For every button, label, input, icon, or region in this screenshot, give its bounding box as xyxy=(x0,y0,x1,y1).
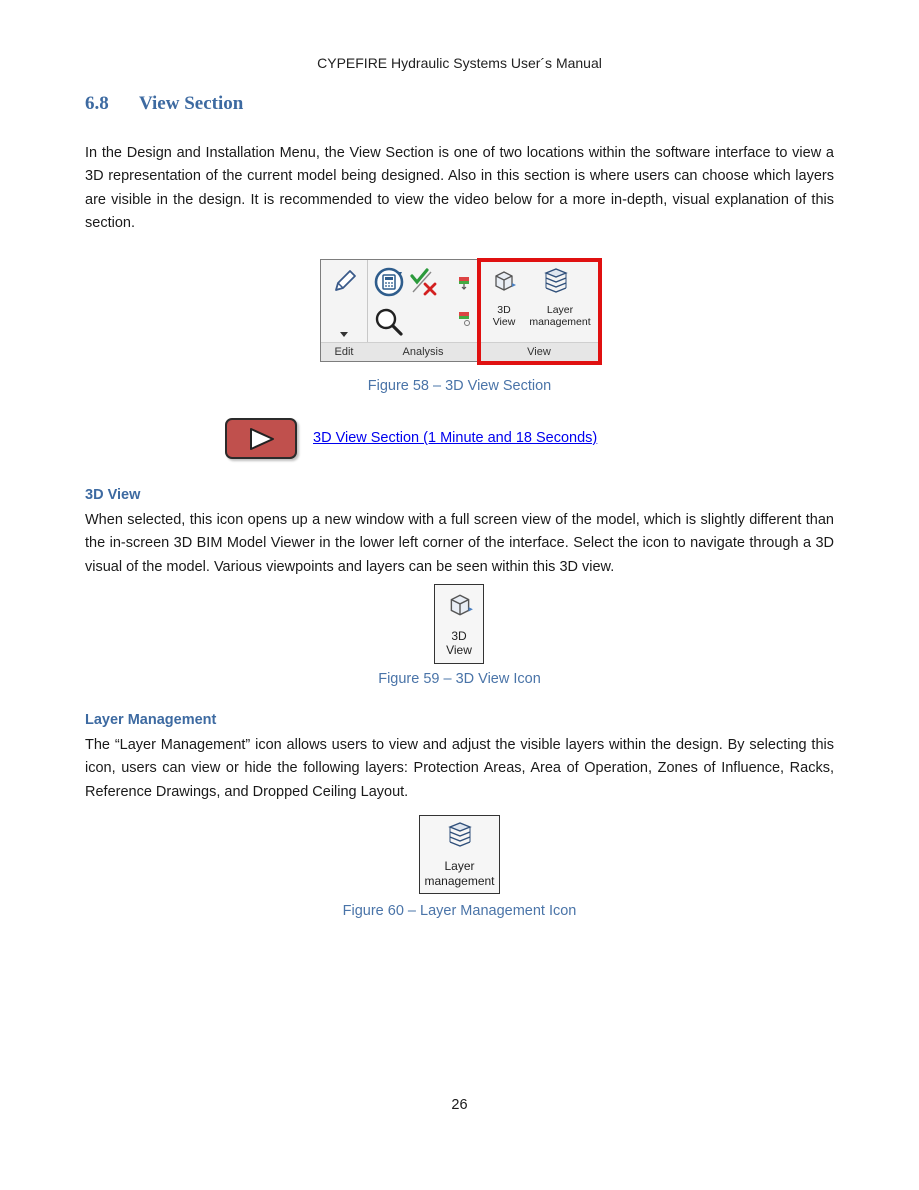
calculate-icon[interactable] xyxy=(373,266,405,298)
report-icon-bottom[interactable] xyxy=(457,310,473,326)
subheading-layer-management: Layer Management xyxy=(85,712,217,728)
figure-59-3d-view-icon xyxy=(434,584,484,664)
view3d-label-line1: 3D xyxy=(497,304,511,316)
figure-58-caption: Figure 58 – 3D View Section xyxy=(367,378,552,394)
video-link[interactable]: 3D View Section (1 Minute and 18 Seconds) xyxy=(313,430,598,446)
fig59-label-line2: View xyxy=(446,643,472,657)
fig59-label-line1: 3D xyxy=(451,629,467,643)
ribbon-group-edit xyxy=(321,260,368,361)
subheading-3d-view: 3D View xyxy=(85,487,141,503)
intro-paragraph: In the Design and Installation Menu, the View Section is one of two locations within the software interface to view a 3D representation of the current model being designed. Also in this section is where users can choose which layers are visible in the design. It is recommended to view the video below for a more in-depth, visual explanation of this section. xyxy=(85,145,834,232)
check-x-icon[interactable] xyxy=(409,266,441,298)
figure-60-layer-management-icon xyxy=(419,815,500,894)
section-number: 6.8 xyxy=(85,93,109,114)
view-section-highlight xyxy=(477,258,602,365)
view3d-paragraph: When selected, this icon opens up a new window with a full screen view of the model, which is slightly different than the in-screen 3D BIM Model Viewer in the lower left corner of the interface. Select the icon to navigate through a 3D visual of the model. Various viewpoints and layers can be seen within this 3D view. xyxy=(85,512,834,575)
magnifier-icon[interactable] xyxy=(373,306,405,338)
layer-label-line2: management xyxy=(529,316,591,328)
ribbon-group-analysis xyxy=(367,260,480,361)
pencil-icon[interactable] xyxy=(330,268,358,296)
group-label-view: View xyxy=(479,342,599,361)
fig60-label-line1: Layer xyxy=(444,859,475,873)
view3d-label-line2: View xyxy=(492,316,516,328)
figure-60-caption: Figure 60 – Layer Management Icon xyxy=(342,903,577,919)
fig60-label-line2: management xyxy=(424,874,495,888)
group-label-edit: Edit xyxy=(321,342,367,361)
dropdown-arrow-icon[interactable] xyxy=(340,332,348,338)
section-title: View Section xyxy=(139,93,244,114)
play-icon xyxy=(249,427,275,451)
layer-paragraph: The “Layer Management” icon allows users to view and adjust the visible layers within the design. By selecting this icon, users can view or hide the following layers: Protection Areas, Area of Operation, Zones of Influence, Racks, Reference Drawings, and Dropped Ceiling Layout. xyxy=(85,737,834,800)
layers-icon xyxy=(445,820,475,850)
figure-59-caption: Figure 59 – 3D View Icon xyxy=(378,671,541,687)
section-heading xyxy=(85,93,243,115)
video-play-button[interactable] xyxy=(225,418,297,459)
page-number: 26 xyxy=(451,1097,468,1113)
cube-3d-icon xyxy=(446,591,474,619)
report-icon-top[interactable] xyxy=(457,275,473,291)
group-label-analysis: Analysis xyxy=(367,342,479,361)
running-header: CYPEFIRE Hydraulic Systems User´s Manual xyxy=(317,55,602,71)
layer-label-line1: Layer xyxy=(546,304,574,316)
